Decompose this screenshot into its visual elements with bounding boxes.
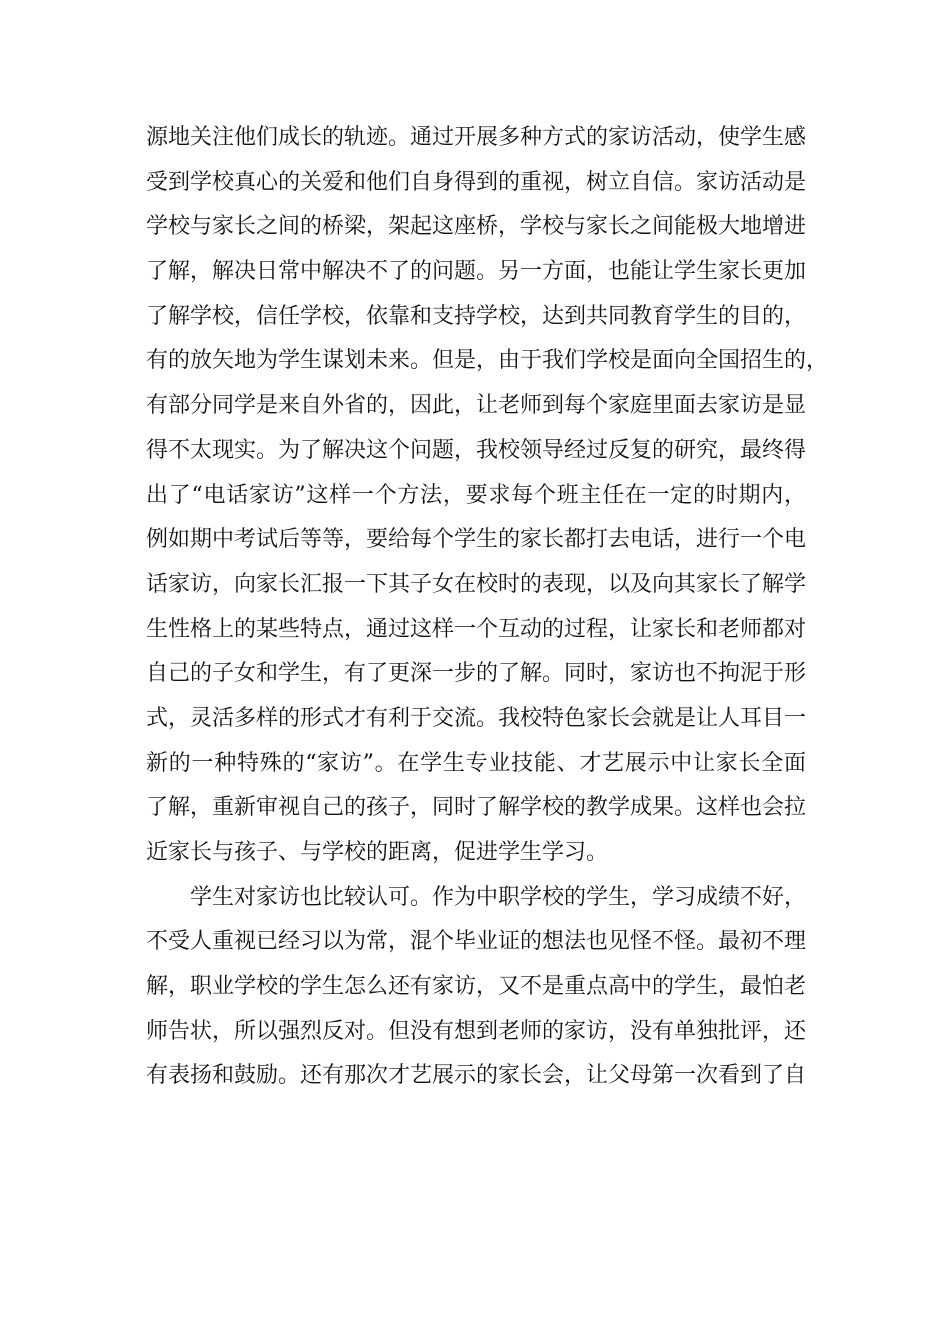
text-line: 学生对家访也比较认可。作为中职学校的学生，学习成绩不好， — [190, 884, 807, 910]
text-line: 学校与家长之间的桥梁，架起这座桥，学校与家长之间能极大地增进 — [146, 214, 807, 240]
text-line: 师告状，所以强烈反对。但没有想到老师的家访，没有单独批评，还 — [146, 1018, 807, 1044]
text-line: 源地关注他们成长的轨迹。通过开展多种方式的家访活动，使学生感 — [146, 125, 807, 150]
text-line: 了解学校，信任学校，依靠和支持学校，达到共同教育学生的目的， — [146, 303, 807, 329]
text-line: 有部分同学是来自外省的，因此，让老师到每个家庭里面去家访是显 — [146, 393, 807, 419]
text-line: 得不太现实。为了解决这个问题，我校领导经过反复的研究，最终得 — [146, 437, 807, 463]
text-line: 了解，解决日常中解决不了的问题。另一方面，也能让学生家长更加 — [146, 259, 807, 285]
text-line: 生性格上的某些特点，通过这样一个互动的过程，让家长和老师都对 — [146, 616, 807, 642]
text-line: 新的一种特殊的“家访”。在学生专业技能、才艺展示中让家长全面 — [146, 750, 806, 776]
text-line: 了解，重新审视自己的孩子，同时了解学校的教学成果。这样也会拉 — [146, 795, 807, 821]
text-line: 话家访，向家长汇报一下其子女在校时的表现，以及向其家长了解学 — [146, 571, 807, 597]
text-line: 解，职业学校的学生怎么还有家访，又不是重点高中的学生，最怕老 — [146, 974, 807, 1000]
text-line: 近家长与孩子、与学校的距离，促进学生学习。 — [146, 840, 609, 865]
text-line: 式，灵活多样的形式才有利于交流。我校特色家长会就是让人耳目一 — [146, 705, 807, 731]
text-line: 例如期中考试后等等，要给每个学生的家长都打去电话，进行一个电 — [146, 527, 807, 553]
body-text — [146, 116, 829, 1099]
text-line: 自己的子女和学生，有了更深一步的了解。同时，家访也不拘泥于形 — [146, 661, 807, 687]
text-line: 不受人重视已经习以为常，混个毕业证的想法也见怪不怪。最初不理 — [146, 929, 807, 955]
text-line: 受到学校真心的关爱和他们自身得到的重视，树立自信。家访活动是 — [146, 169, 807, 195]
text-line: 有的放矢地为学生谋划未来。但是，由于我们学校是面向全国招生的， — [146, 348, 829, 374]
text-line: 有表扬和鼓励。还有那次才艺展示的家长会，让父母第一次看到了自 — [146, 1063, 807, 1089]
text-line: 出了“电话家访”这样一个方法，要求每个班主任在一定的时期内， — [146, 482, 806, 508]
